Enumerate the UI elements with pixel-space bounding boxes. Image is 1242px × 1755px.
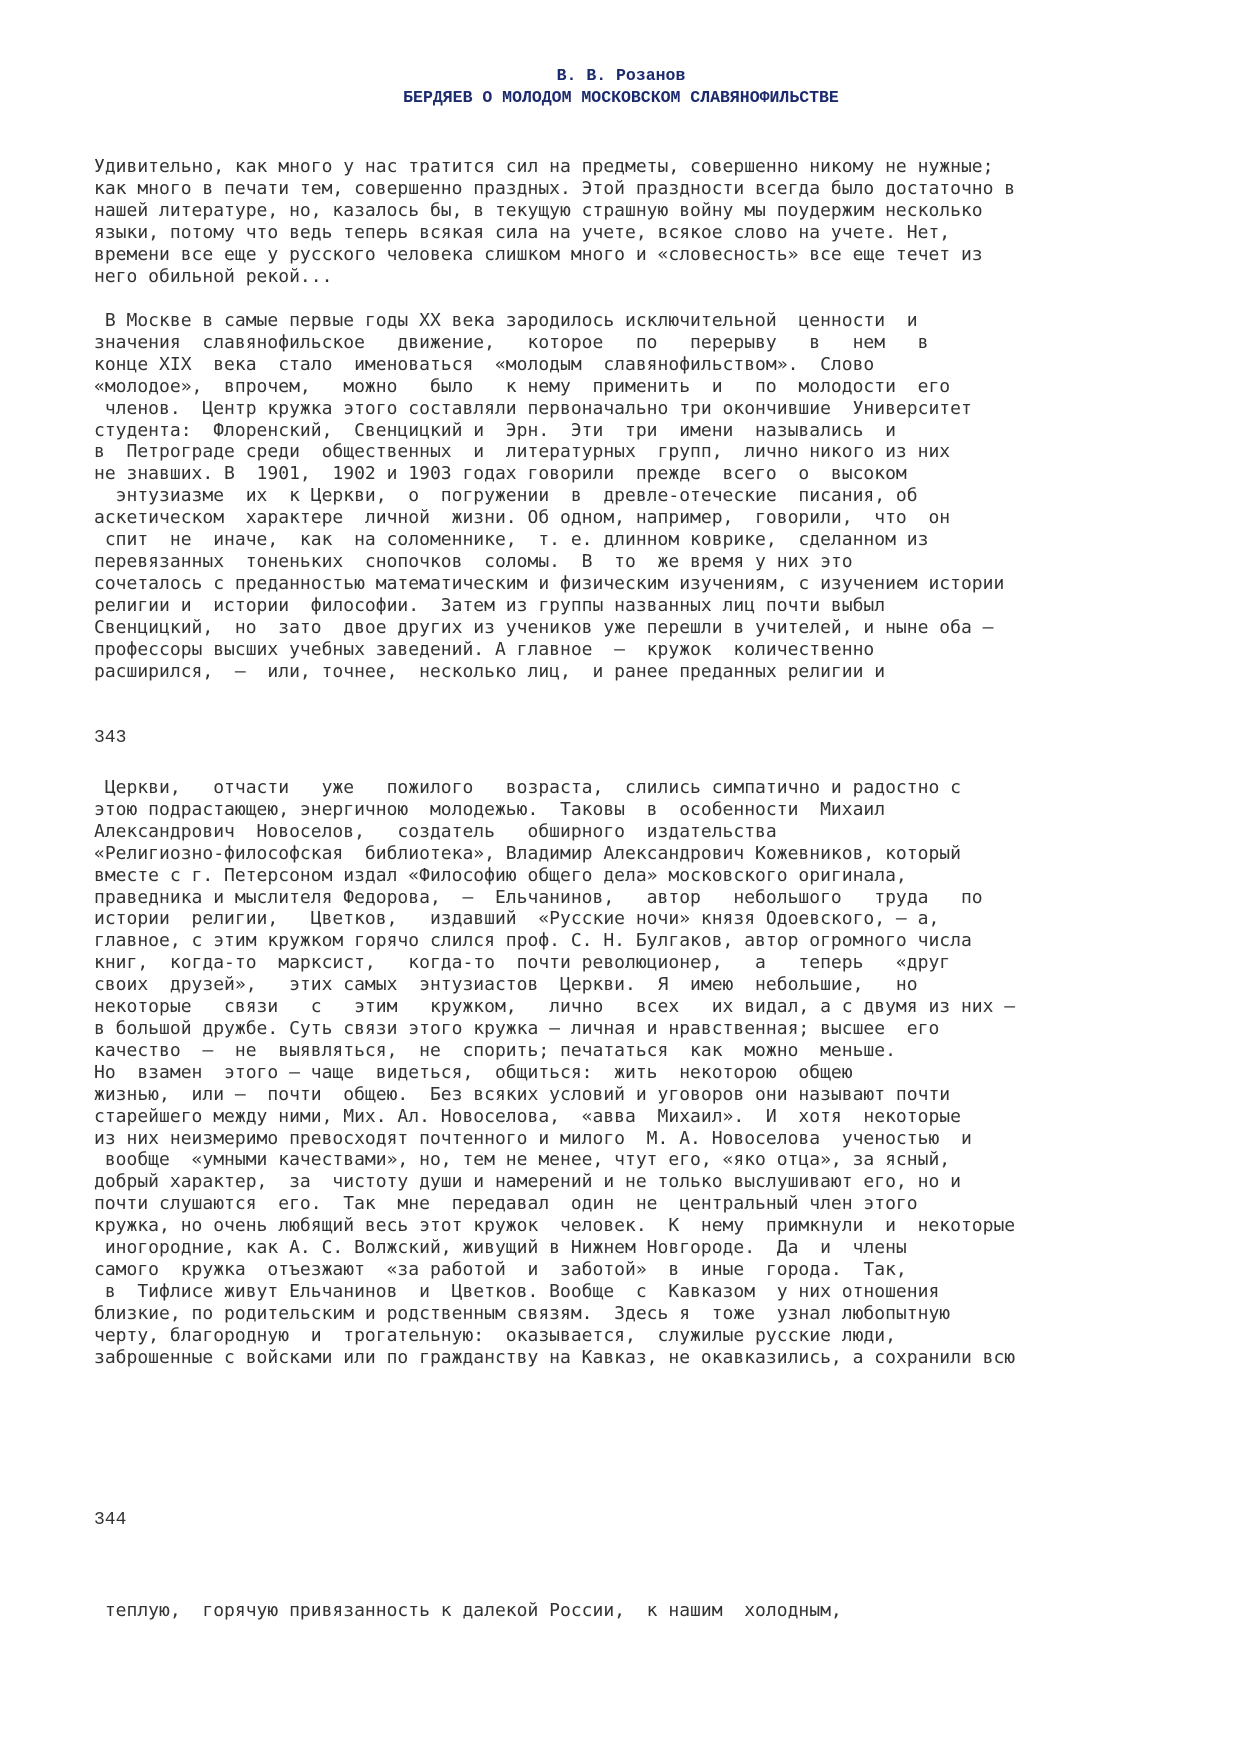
paragraph-continuation: теплую, горячую привязанность к далекой России, к нашим холодным, bbox=[94, 1600, 842, 1621]
paragraph-church-circle: Церкви, отчасти уже пожилого возраста, слились симпатично и радостно с этою подрастающею, энергичною молодежью. Таковы в особенности Михаил Александрович Новоселов, создатель обширного издательства «Религиозно-философская библиотека», Владимир Александрович Кожевников, который вместе с г. Петерсоном издал «Философию общего дела» московского оригинала, праведника и мыслителя Федорова, — Ельчанинов, автор небольшого труда по истории религии, Цветков, издавший «Русские ночи» князя Одоевского, — а, главное, с этим кружком горячо слился проф. С. Н. Булгаков, автор огромного числа книг, когда-то марксист, когда-то почти революционер, а теперь «друг своих друзей», этих самых энтузиастов Церкви. Я имею небольшие, но некоторые связи с этим кружком, лично всех их видал, а с двумя из них — в большой дружбе. Суть связи этого кружка — личная и нравственная; высшее его качество — не выявляться, не спорить; печататься как можно меньше. Но взамен этого — чаще видеться, общиться: жить некоторою общею жизнью, или — почти общею. Без всяких условий и уговоров они называют почти старейшего между ними, Мих. Ал. Новоселова, «авва Михаил». И хотя некоторые из них неизмеримо превосходят почтенного и милого М. А. Новоселова ученостью и вообще «умными качествами», но, тем не менее, чтут его, «яко отца», за ясный, добрый характер, за чистоту души и намерений и не только выслушивают его, но и почти слушаются его. Так мне передавал один не центральный член этого кружка, но очень любящий весь этот кружок человек. К нему примкнули и некоторые иногородние, как А. С. Волжский, живущий в Нижнем Новгороде. Да и члены самого кружка отъезжают «за работой и заботой» в иные города. Так, в Тифлисе живут Ельчанинов и Цветков. Вообще с Кавказом у них отношения близкие, по родительским и родственным связям. Здесь я тоже узнал любопытную черту, благородную и трогательную: оказывается, служилые русские люди, заброшенные с войсками или по гражданству на Кавказ, не окавказились, а сохранили всю bbox=[94, 777, 1016, 1368]
page-number: 343 bbox=[94, 728, 127, 748]
paragraph-intro: Удивительно, как много у нас тратится сил на предметы, совершенно никому не нужные; как много в печати тем, совершенно праздных. Этой праздности всегда было достаточно в нашей литературе, но, казалось бы, в текущую страшную войну мы поудержим несколько языки, потому что ведь теперь всякая сила на учете, всякое слово на учете. Нет, времени все еще у русского человека слишком много и «словесность» все еще течет из него обильной рекой... bbox=[94, 156, 1016, 287]
author-name: В. В. Розанов bbox=[556, 66, 686, 85]
paragraph-moscow-movement: В Москве в самые первые годы XX века зародилось исключительной ценности и значения славянофильское движение, которое по перерыву в нем в конце XIX века стало именоваться «молодым славянофильством». Слово «молодое», впрочем, можно было к нему применить и по молодости его членов. Центр кружка этого составляли первоначально три окончившие Университет студента: Флоренский, Свенцицкий и Эрн. Эти три имени назывались и в Петрограде среди общественных и литературных групп, лично никого из них не знавших. В 1901, 1902 и 1903 годах говорили прежде всего о высоком энтузиазме их к Церкви, о погружении в древле-отеческие писания, об аскетическом характере личной жизни. Об одном, например, говорили, что он спит не иначе, как на соломеннике, т. е. длинном коврике, сделанном из перевязанных тоненьких снопочков соломы. В то же время у них это сочеталось с преданностью математическим и физическим изучениям, с изучением истории религии и истории философии. Затем из группы названных лиц почти выбыл Свенцицкий, но зато двое других из учеников уже перешли в учителей, и ныне оба — профессоры высших учебных заведений. А главное — кружок количественно расширился, — или, точнее, несколько лиц, и ранее преданных религии и bbox=[94, 310, 1005, 682]
page-number: 344 bbox=[94, 1510, 127, 1530]
article-title: БЕРДЯЕВ О МОЛОДОМ МОСКОВСКОМ СЛАВЯНОФИЛЬСТВЕ bbox=[403, 88, 839, 107]
